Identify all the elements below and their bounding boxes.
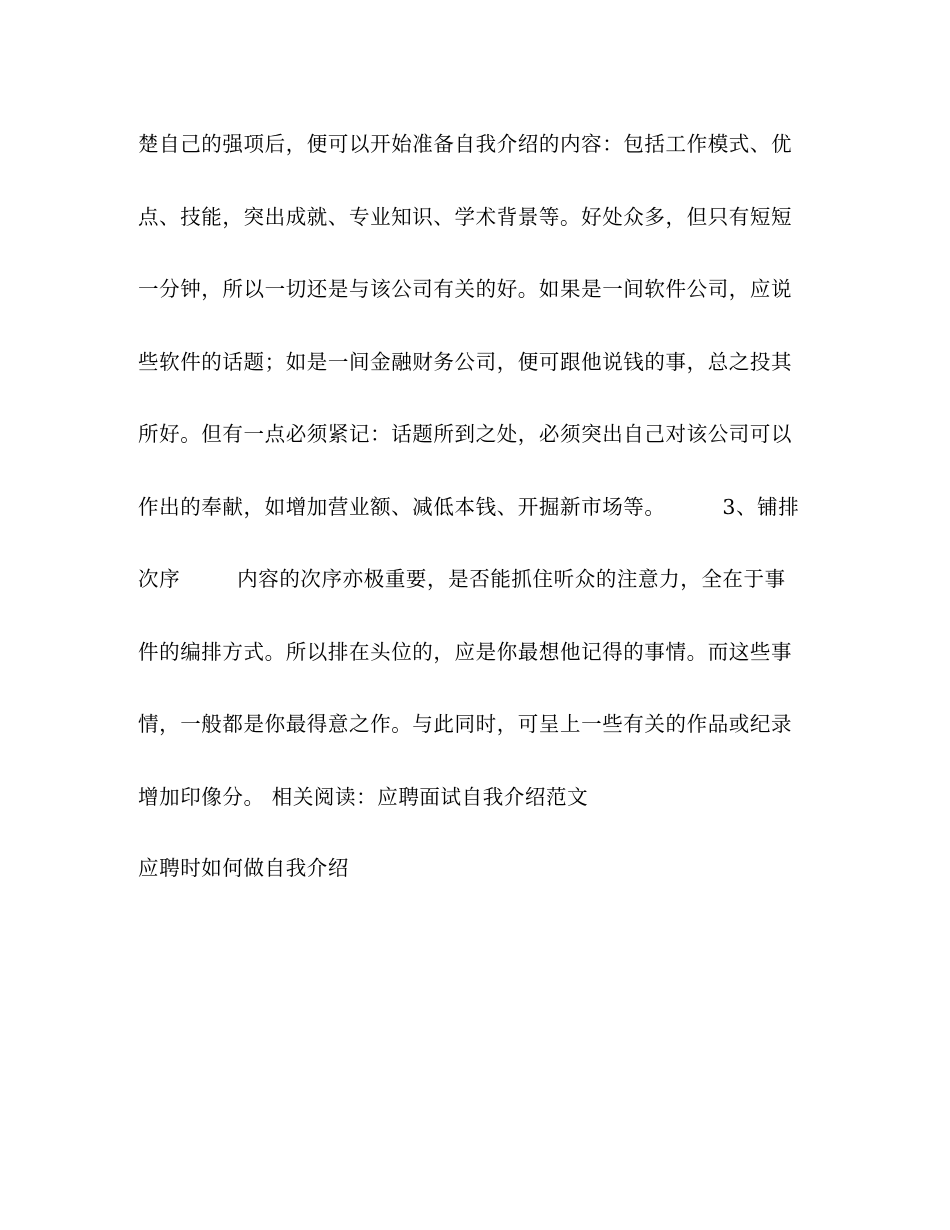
paragraph-line: 点、技能，突出成就、专业知识、学术背景等。好处众多，但只有短短 [138,204,793,229]
paragraph-line: 楚自己的强项后，便可以开始准备自我介绍的内容：包括工作模式、优 [138,132,793,156]
paragraph-line: 件的编排方式。所以排在头位的，应是你最想他记得的事情。而这些事 [138,639,793,664]
paragraph-line: 作出的奉献，如增加营业额、减低本钱、开掘新市场等。 3、铺排 [138,494,800,519]
paragraph-line: 次序 内容的次序亦极重要，是否能抓住听众的注意力，全在于事 [138,567,786,591]
body-paragraph [138,118,838,823]
paragraph-line: 一分钟，所以一切还是与该公司有关的好。如果是一间软件公司，应说 [138,277,793,301]
related-article-title: 应聘时如何做自我介绍 [138,856,349,880]
paragraph-line: 些软件的话题；如是一间金融财务公司，便可跟他说钱的事，总之投其 [138,349,793,374]
paragraph-line-related-reading: 增加印像分。 相关阅读：应聘面试自我介绍范文 [138,784,589,809]
paragraph-line: 所好。但有一点必须紧记：话题所到之处，必须突出自己对该公司可以 [138,422,793,446]
paragraph-line: 情，一般都是你最得意之作。与此同时，可呈上一些有关的作品或纪录 [138,712,793,736]
